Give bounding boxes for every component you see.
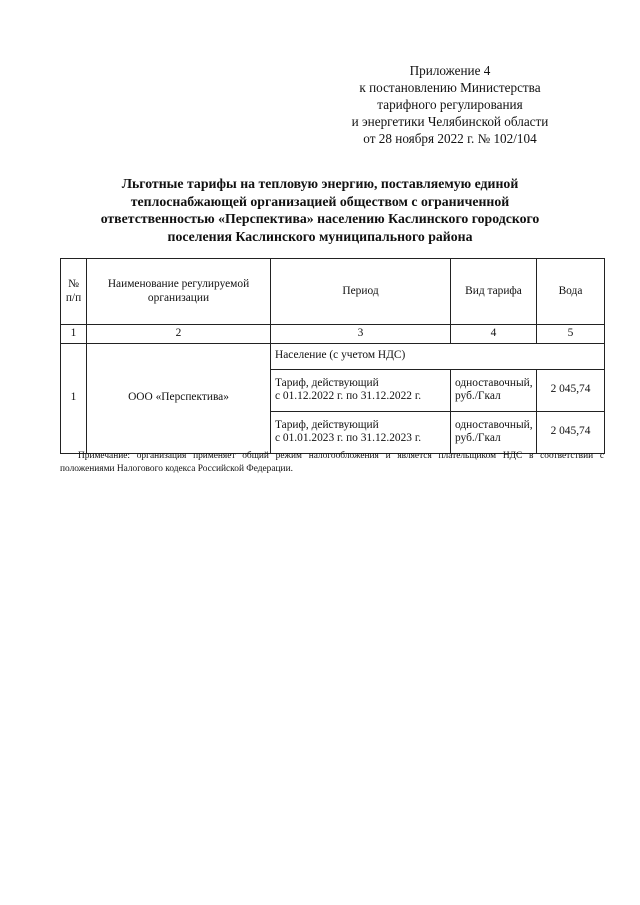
- tariff-type-line: руб./Гкал: [455, 432, 501, 444]
- appendix-line: к постановлению Министерства: [359, 80, 541, 95]
- tariff-type-line: одноставочный,: [455, 376, 533, 389]
- header-tariff-type: Вид тарифа: [451, 259, 537, 325]
- period-line: Тариф, действующий: [275, 418, 379, 431]
- header-water: Вода: [537, 259, 605, 325]
- appendix-line: от 28 ноября 2022 г. № 102/104: [363, 131, 537, 146]
- header-row: [61, 259, 605, 325]
- header-org: Наименование регулируемой организации: [87, 259, 271, 325]
- water-value: 2 045,74: [537, 411, 605, 453]
- tariff-type-line: одноставочный,: [455, 418, 533, 431]
- water-value: 2 045,74: [537, 369, 605, 411]
- row-number: 1: [61, 343, 87, 453]
- column-number: 3: [271, 325, 451, 344]
- tariff-table: [60, 258, 605, 454]
- appendix-block: [340, 62, 560, 147]
- period-cell: [271, 369, 451, 411]
- header-period: Период: [271, 259, 451, 325]
- title-line: теплоснабжающей организацией обществом с ограниченной: [130, 193, 510, 209]
- column-number: 4: [451, 325, 537, 344]
- footnote: Примечание: организация применяет общий режим налогообложения и является плательщиком НДС в соответствии с положениями Налогового кодекса Российской Федерации.: [60, 451, 604, 474]
- column-number: 5: [537, 325, 605, 344]
- column-number: 1: [61, 325, 87, 344]
- tariff-type-line: руб./Гкал: [455, 390, 501, 402]
- period-cell: [271, 411, 451, 453]
- group-row: [61, 343, 605, 369]
- header-num: № п/п: [61, 259, 87, 325]
- column-number-row: [61, 325, 605, 344]
- period-line: с 01.12.2022 г. по 31.12.2022 г.: [275, 390, 422, 402]
- period-line: с 01.01.2023 г. по 31.12.2023 г.: [275, 432, 422, 444]
- document-title: [70, 175, 570, 245]
- group-label: Население (с учетом НДС): [271, 343, 605, 369]
- appendix-line: Приложение 4: [409, 63, 491, 78]
- organization-name: ООО «Перспектива»: [87, 343, 271, 453]
- title-line: Льготные тарифы на тепловую энергию, поставляемую единой: [121, 176, 519, 191]
- tariff-type-cell: [451, 411, 537, 453]
- title-line: поселения Каслинского муниципального района: [167, 228, 473, 244]
- title-line: ответственностью «Перспектива» населению Каслинского городского: [100, 211, 540, 226]
- appendix-line: тарифного регулирования: [377, 97, 523, 112]
- column-number: 2: [87, 325, 271, 344]
- appendix-line: и энергетики Челябинской области: [351, 114, 549, 129]
- period-line: Тариф, действующий: [275, 376, 379, 389]
- tariff-type-cell: [451, 369, 537, 411]
